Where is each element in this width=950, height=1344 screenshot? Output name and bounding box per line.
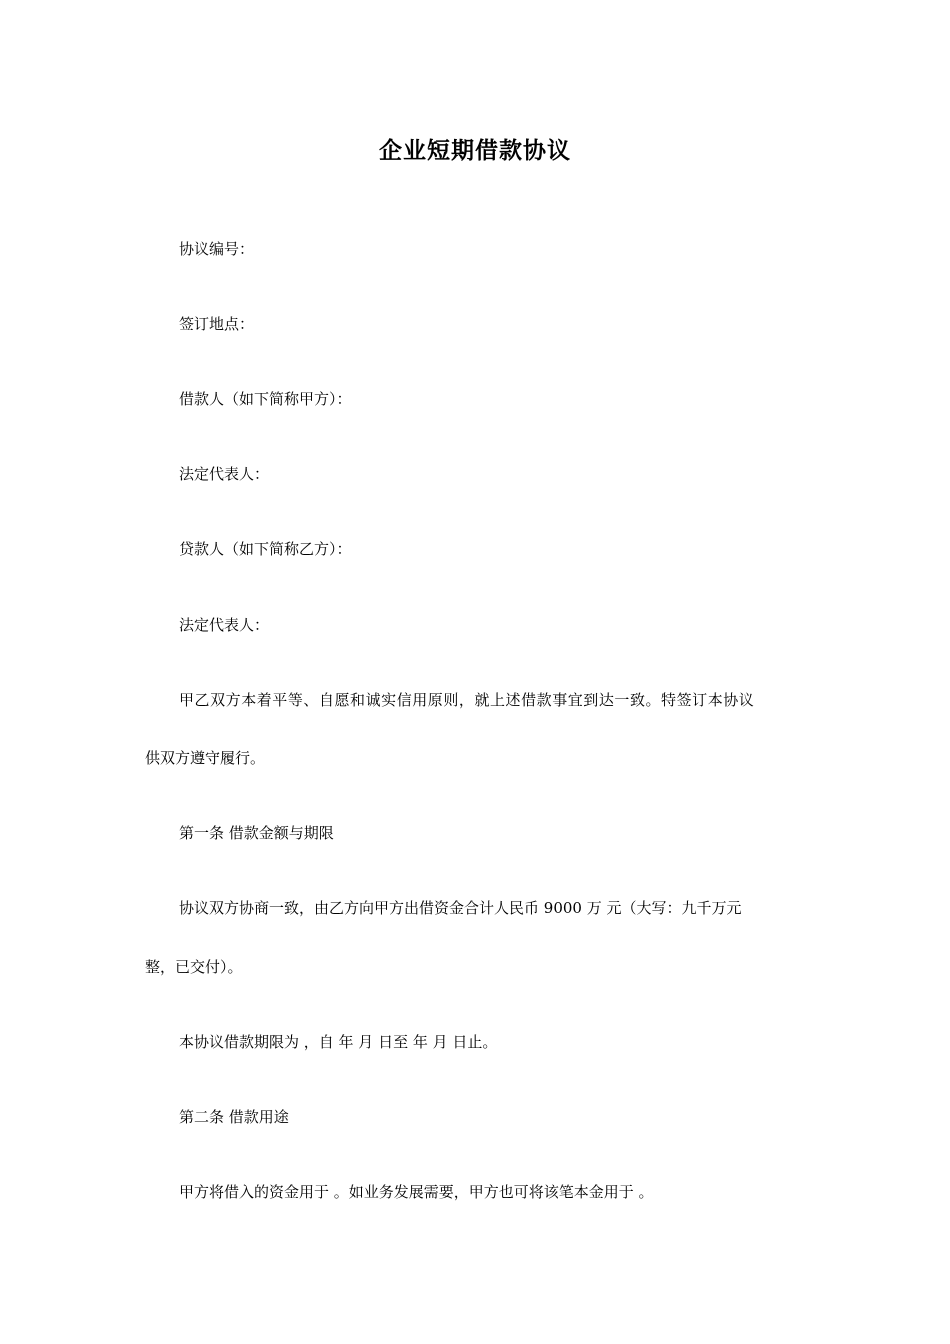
article-1-term: 本协议借款期限为 ，自 年 月 日至 年 月 日止。 — [179, 1033, 498, 1051]
field-borrower: 借款人（如下简称甲方）： — [179, 390, 352, 408]
article-1-amount-line-2: 整，已交付）。 — [145, 958, 243, 976]
field-borrower-representative: 法定代表人： — [179, 465, 270, 483]
document-title: 企业短期借款协议 — [379, 137, 571, 164]
preamble-line-2: 供双方遵守履行。 — [145, 749, 266, 767]
article-1-amount-line-1: 协议双方协商一致，由乙方向甲方出借资金合计人民币 9000 万 元（大写：九千万元 — [179, 899, 742, 917]
article-2-heading: 第二条 借款用途 — [179, 1108, 289, 1126]
preamble-line-1: 甲乙双方本着平等、自愿和诚实信用原则，就上述借款事宜到达一致。特签订本协议 — [179, 691, 755, 709]
field-agreement-no: 协议编号： — [179, 240, 255, 258]
field-lender: 贷款人（如下简称乙方）： — [179, 540, 352, 558]
article-2-purpose: 甲方将借入的资金用于 。如业务发展需要，甲方也可将该笔本金用于 。 — [179, 1183, 654, 1201]
article-1-heading: 第一条 借款金额与期限 — [179, 824, 334, 842]
field-sign-place: 签订地点： — [179, 315, 255, 333]
field-lender-representative: 法定代表人： — [179, 616, 270, 634]
